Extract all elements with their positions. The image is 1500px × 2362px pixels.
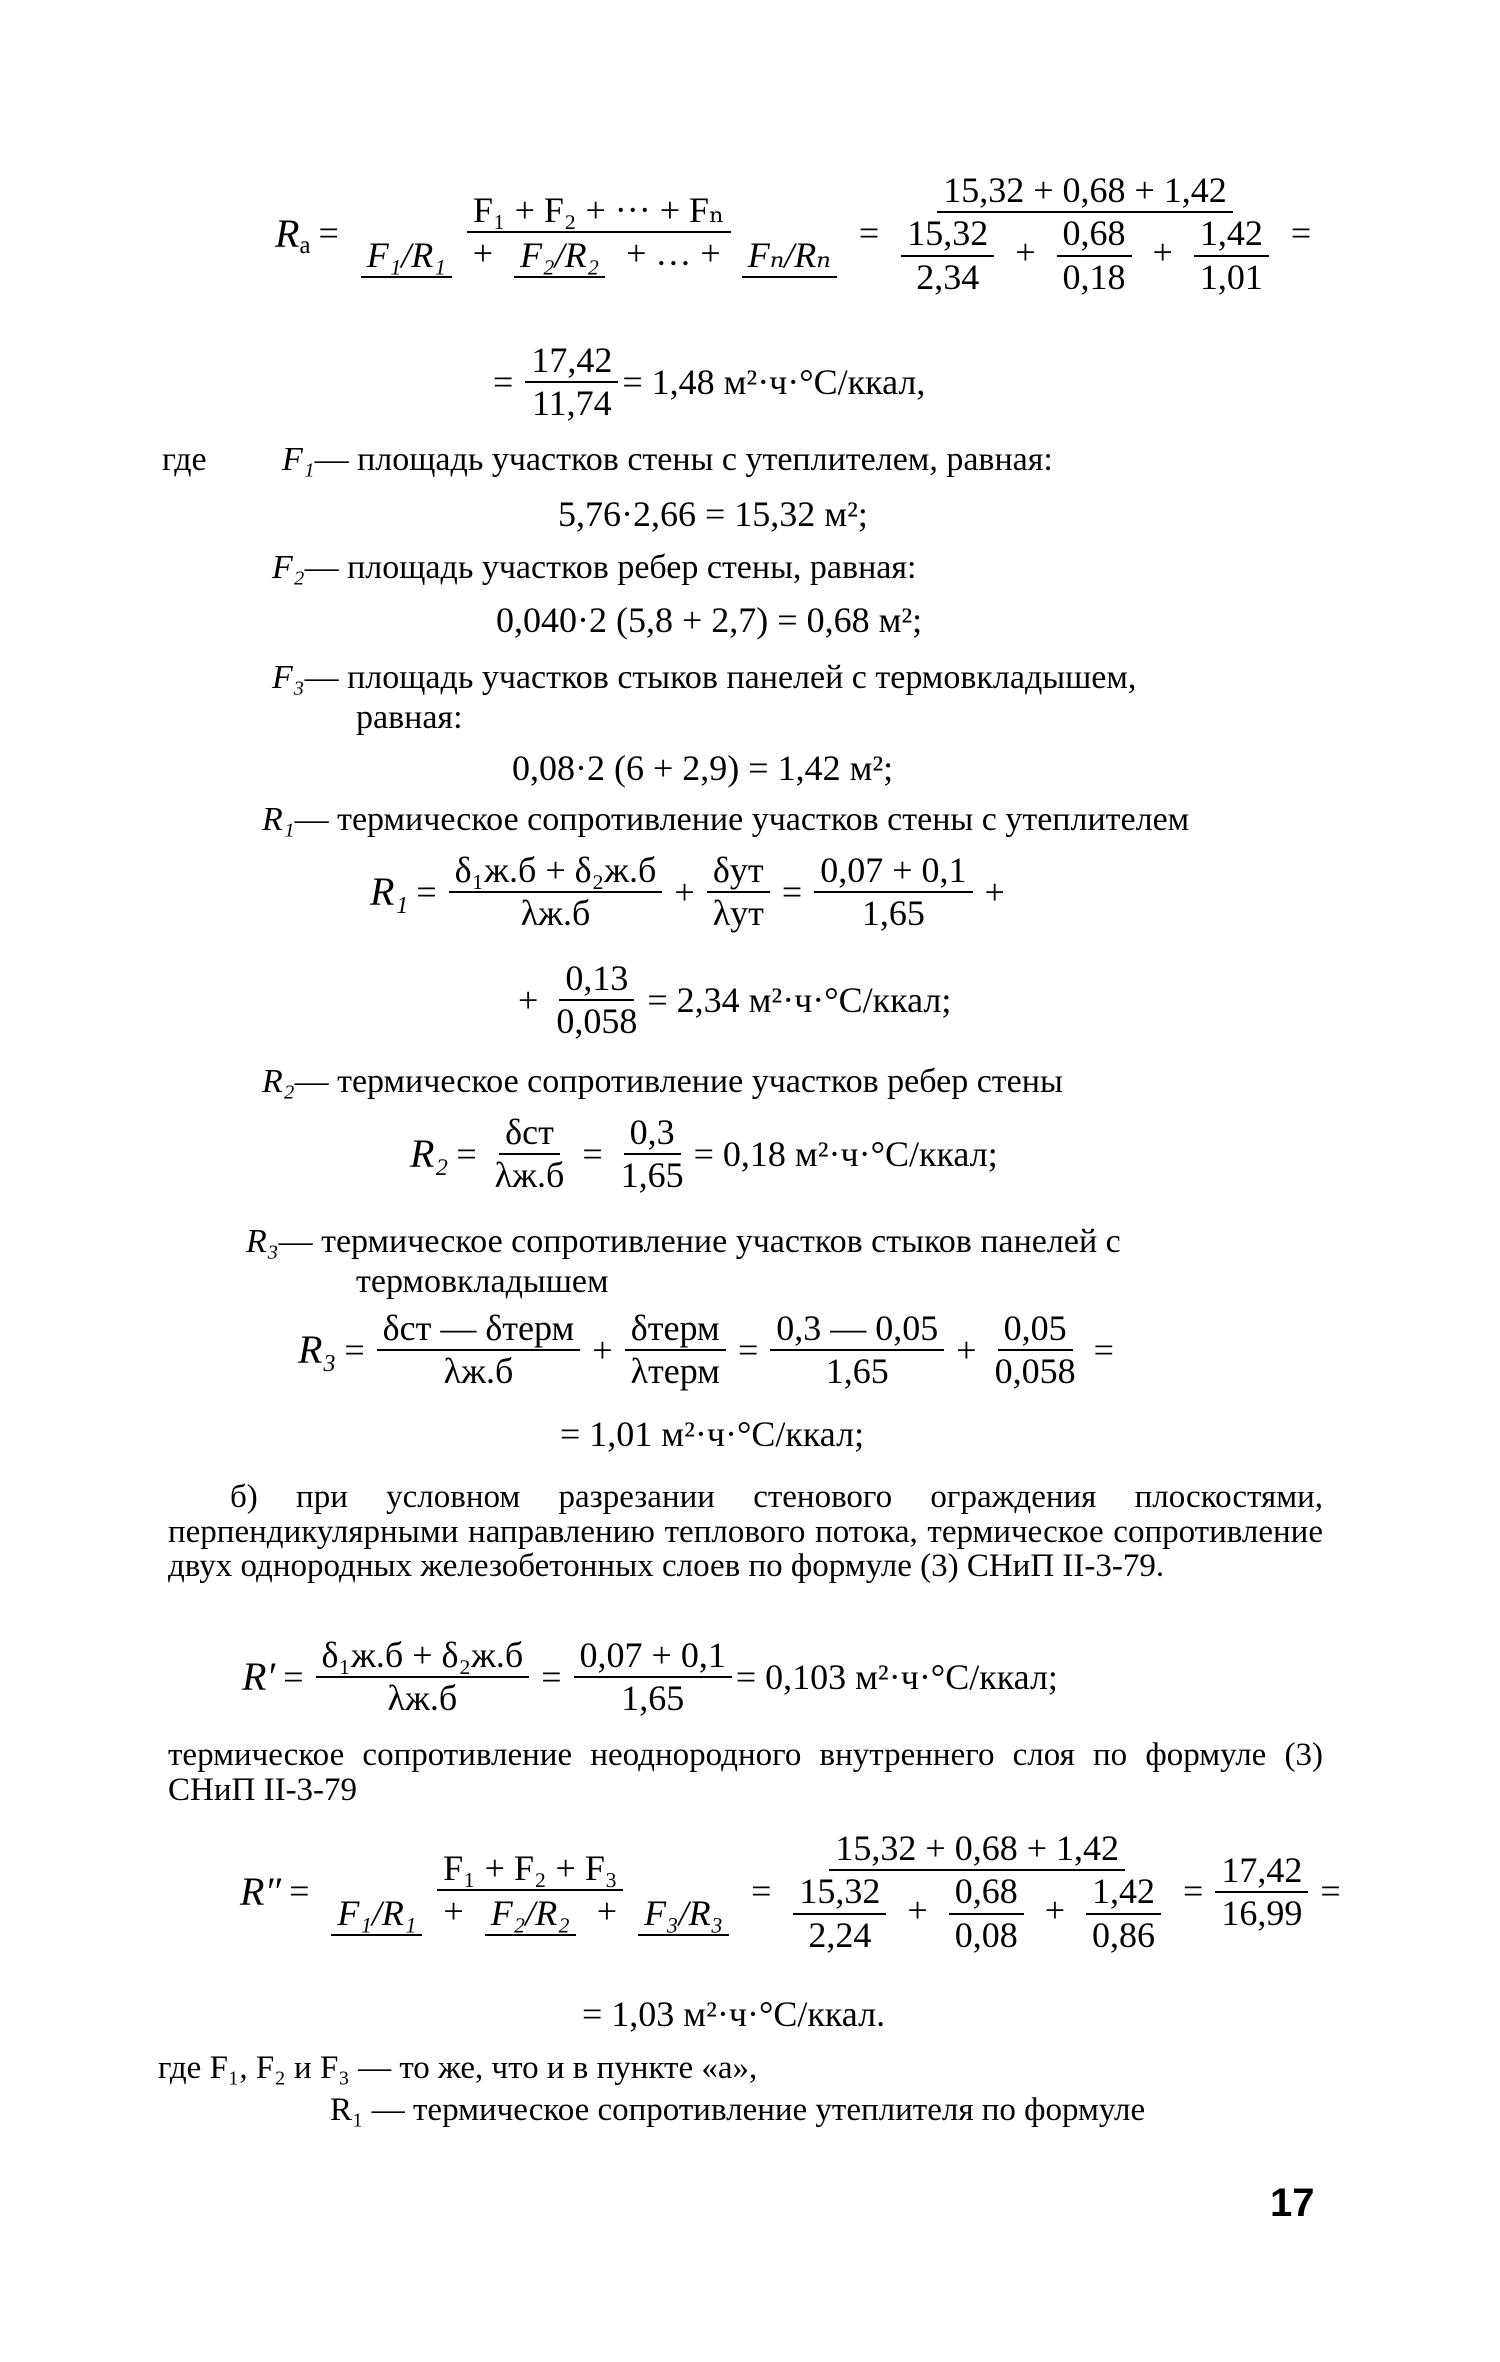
r2-frac2-num: 0,3: [624, 1112, 681, 1155]
r1-equation: R₁ = $\frac{\text{δ₁ж.б + δ₂ж.б}}{\lambda ж.б}$ + $\frac{\text{δут}}{\text{λут}}$ = $\frac{0,07 + 0,1}{1,65}$ +: [370, 850, 1005, 934]
r2-definition: [262, 1062, 1063, 1101]
ra-symbolic-numerator: F₁ + F₂ + ··· + Fₙ: [467, 190, 731, 233]
r1-frac4-num: 0,13: [559, 958, 634, 1001]
ra-den-term-2: F₂/R₂: [520, 235, 600, 276]
ra-symbol: R: [275, 211, 300, 257]
f3-formula: 0,08·2 (6 + 2,9) = 1,42 м²;: [512, 748, 894, 788]
r-prime-frac2-num: 0,07 + 0,1: [574, 1635, 732, 1678]
r2-frac2-den: 1,65: [620, 1155, 684, 1196]
footer-r1: R₁ — термическое сопротивление утеплителя по формуле: [330, 2092, 1146, 2128]
f1-text: — площадь участков стены с утеплителем, равная:: [314, 441, 1053, 478]
r1-frac2-num: δут: [707, 850, 770, 893]
r-dprime-result: = 1,03 м²·ч·°С/ккал.: [582, 1994, 886, 2034]
f1-formula: 5,76·2,66 = 15,32 м²;: [558, 494, 868, 534]
r2-frac1-num: δст: [499, 1112, 560, 1155]
ra-val-3-den: 1,01: [1199, 256, 1263, 297]
ra-val-2-den: 0,18: [1062, 256, 1126, 297]
ra-ratio-den: 11,74: [531, 383, 612, 424]
footer-where: где F₁, F₂ и F₃ — то же, что и в пункте «а»,: [158, 2050, 758, 2086]
ra-symbolic-fraction: [351, 190, 847, 279]
r-dprime-equation: R″ = F₁ + F₂ + F₃ F₁/R₁ + F₂/R₂ + F₃/R₃ = 15,32 + 0,68 + 1,42 $\frac{15,32}{2,24}$ + $\frac{0,68}{0,08}$ + $\frac{1,42}{0,86}$ = $\frac{17,42}{16,99}$ =: [240, 1828, 1341, 1955]
r2-text: — термическое сопротивление участков ребер стены: [294, 1063, 1063, 1100]
r3-frac4-num: 0,05: [998, 1308, 1073, 1351]
f1-symbol: F₁: [282, 441, 315, 478]
r-dprime-den-term-1: F₁/R₁: [337, 1893, 417, 1934]
r3-text-continued: термовкладышем: [356, 1263, 609, 1300]
r1-definition: [262, 800, 1189, 839]
r1-symbol: R₁: [262, 801, 295, 838]
ra-ratio: [525, 340, 618, 425]
r-prime-symbol: R′: [242, 1654, 276, 1700]
r3-definition: [246, 1222, 1121, 1261]
r-dprime-val-2-num: 0,68: [949, 1871, 1024, 1914]
r2-frac1-den: λж.б: [494, 1155, 565, 1196]
f2-formula: 0,040·2 (5,8 + 2,7) = 0,68 м²;: [496, 600, 923, 640]
r-dprime-den-term-2: F₂/R₂: [490, 1893, 570, 1934]
f2-text: — площадь участков ребер стены, равная:: [304, 549, 917, 586]
r-dprime-numeric-num: 15,32 + 0,68 + 1,42: [829, 1828, 1125, 1871]
r1-frac1-den: λж.б: [520, 893, 591, 934]
r-dprime-val-1-den: 2,24: [808, 1914, 872, 1955]
r-dprime-den-term-3: F₃/R₃: [644, 1893, 724, 1934]
r3-frac3-den: 1,65: [825, 1351, 889, 1392]
where-word: где: [162, 441, 207, 478]
paragraph-b: б) при условном разрезании стенового ограждения плоскостями, перпендикулярными направлению теплового потока, термическое сопротивление двух однородных железобетонных слоев по формуле (3) СНиП II-3-79.: [168, 1479, 1323, 1585]
r-dprime-val-3-num: 1,42: [1086, 1871, 1161, 1914]
f3-symbol: F₃: [272, 659, 305, 696]
equation-ra-result: = $\frac{17,42}{11,74}$ = 1,48 м²·ч·°С/ккал,: [493, 340, 926, 424]
r-dprime-val-3-den: 0,86: [1092, 1914, 1156, 1955]
r1-frac3-num: 0,07 + 0,1: [814, 850, 972, 893]
ra-val-3-num: 1,42: [1194, 213, 1269, 256]
r3-frac2-num: δтерм: [625, 1308, 726, 1351]
r-prime-frac2-den: 1,65: [621, 1678, 685, 1719]
r1-frac1-num: δ₁ж.б + δ₂ж.б: [449, 850, 663, 893]
r3-frac1-den: λж.б: [443, 1351, 514, 1392]
r-prime-frac1-den: λж.б: [387, 1678, 458, 1719]
page-number: 17: [1270, 2181, 1315, 2225]
r2-result: = 0,18 м²·ч·°С/ккал;: [693, 1133, 998, 1174]
paragraph-c: термическое сопротивление неоднородного внутреннего слоя по формуле (3) СНиП II-3-79: [168, 1737, 1323, 1808]
ra-numeric-numerator: 15,32 + 0,68 + 1,42: [937, 170, 1233, 213]
r-dprime-val-2-den: 0,08: [954, 1914, 1018, 1955]
ra-den-term-1: F₁/R₁: [366, 235, 446, 276]
r3-equation: R₃ = $\frac{\text{δст — δтерм}}{\lambda ж.б}$ + $\frac{\text{δтерм}}{\text{λтерм}}$ = $\frac{0,3 — 0,05}{1,65}$ + $\frac{0,05}{0,058}$ =: [298, 1308, 1114, 1392]
r2-symbol: R₂: [262, 1063, 295, 1100]
r3-result: = 1,01 м²·ч·°С/ккал;: [560, 1414, 865, 1454]
r3-frac1-num: δст — δтерм: [377, 1308, 581, 1351]
r1-frac4-den: 0,058: [556, 1001, 638, 1042]
f3-text: — площадь участков стыков панелей с термовкладышем,: [304, 659, 1137, 696]
r-dprime-ratio-den: 16,99: [1221, 1893, 1303, 1934]
ra-symbolic-denominator: F₁/R₁ + F₂/R₂ + … + Fₙ/Rₙ: [351, 233, 847, 278]
ra-val-2-num: 0,68: [1057, 213, 1132, 256]
r-prime-equation: R′ = $\frac{\text{δ₁ж.б + δ₂ж.б}}{\lambda ж.б}$ = $\frac{0,07 + 0,1}{1,65}$ = 0,103 м²·ч·°С/ккал;: [242, 1635, 1058, 1719]
ra-val-1-num: 15,32: [901, 213, 994, 256]
f1-definition: [282, 440, 1053, 479]
r1-frac2-den: λут: [712, 893, 764, 934]
r1-equation-cont: + $\frac{0,13}{0,058}$ = 2,34 м²·ч·°С/ккал;: [518, 958, 952, 1042]
r-dprime-val-1-num: 15,32: [793, 1871, 886, 1914]
r-dprime-symbolic-num: F₁ + F₂ + F₃: [437, 1848, 623, 1891]
ra-numeric-denominator: $\frac{15,32}{2,34}$ + $\frac{0,68}{0,18}$ + $\frac{1,42}{1,01}$: [891, 213, 1279, 298]
f2-definition: [272, 548, 916, 587]
ra-ratio-num: 17,42: [525, 340, 618, 383]
r3-eq-symbol: R₃: [298, 1327, 337, 1373]
ra-den-term-n: Fₙ/Rₙ: [747, 235, 831, 276]
r-dprime-symbolic-fraction: F₁ + F₂ + F₃ F₁/R₁ + F₂/R₂ + F₃/R₃: [321, 1848, 739, 1937]
ra-val-1-den: 2,34: [916, 256, 980, 297]
r3-symbol: R₃: [246, 1223, 279, 1260]
r1-text: — термическое сопротивление участков стены с утеплителем: [294, 801, 1190, 838]
f3-text-continued: равная:: [356, 699, 463, 736]
r1-frac3-den: 1,65: [861, 893, 925, 934]
r1-result: = 2,34 м²·ч·°С/ккал;: [647, 979, 952, 1020]
r-dprime-symbol: R″: [240, 1869, 282, 1915]
r3-frac2-den: λтерм: [630, 1351, 720, 1392]
r-prime-frac1-num: δ₁ж.б + δ₂ж.б: [316, 1635, 530, 1678]
ra-numeric-fraction: [891, 170, 1279, 298]
r-dprime-numeric-fraction: 15,32 + 0,68 + 1,42 $\frac{15,32}{2,24}$ + $\frac{0,68}{0,08}$ + $\frac{1,42}{0,86}$: [783, 1828, 1171, 1956]
f3-definition: [272, 658, 1136, 697]
r2-equation: R₂ = $\frac{\text{δст}}{\lambda ж.б}$ = $\frac{0,3}{1,65}$ = 0,18 м²·ч·°С/ккал;: [410, 1112, 998, 1196]
r-dprime-ratio-num: 17,42: [1215, 1850, 1308, 1893]
r2-eq-symbol: R₂: [410, 1131, 449, 1177]
ra-result: = 1,48 м²·ч·°С/ккал,: [622, 361, 926, 402]
r3-frac4-den: 0,058: [994, 1351, 1076, 1392]
f2-symbol: F₂: [272, 549, 305, 586]
r-prime-result: = 0,103 м²·ч·°С/ккал;: [735, 1656, 1058, 1697]
equation-ra: $R_а$ = F₁ + F₂ + ··· + Fₙ F₁/R₁ + F₂/R₂ + … + Fₙ/Rₙ = 15,32 + 0,68 + 1,42 $\frac{15,32}{2,34}$ + $\frac{0,68}{0,18}$ + $\frac{1,42}{1,01}$ =: [275, 170, 1312, 297]
r3-frac3-num: 0,3 — 0,05: [770, 1308, 944, 1351]
r1-eq-symbol: R₁: [370, 869, 409, 915]
ra-subscript: а: [299, 232, 311, 260]
r3-text: — термическое сопротивление участков стыков панелей с: [278, 1223, 1121, 1260]
